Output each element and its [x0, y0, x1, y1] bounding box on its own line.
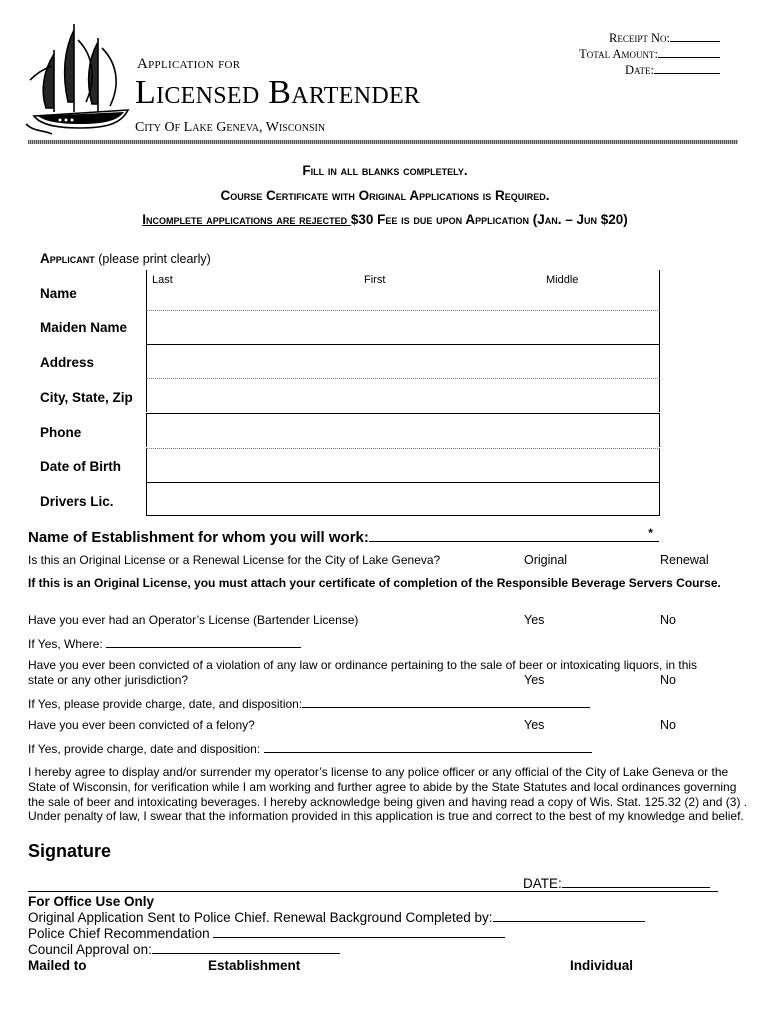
row-label-date-of-birth: Date of Birth	[40, 459, 121, 474]
establishment-label: Name of Establishment for whom you will work:	[28, 529, 369, 546]
name-cell-frame	[146, 270, 660, 310]
maiden-name-input[interactable]	[146, 310, 660, 344]
police-chief-input[interactable]	[213, 926, 505, 938]
violation-details-input[interactable]	[302, 696, 590, 708]
felony-question: Have you ever been convicted of a felony?	[28, 718, 255, 732]
row-label-city-state-zip: City, State, Zip	[40, 390, 133, 405]
header-divider	[28, 140, 738, 144]
date-of-birth-input[interactable]	[146, 448, 660, 482]
notice-fee-amount: $30 Fee is due upon Application (Jan. – Jun $20)	[350, 212, 628, 227]
total-amount-field	[579, 47, 720, 62]
violation-details-label: If Yes, please provide charge, date, and disposition:	[28, 697, 303, 711]
had-license-yes[interactable]: Yes	[524, 613, 545, 627]
if-yes-where-input[interactable]	[106, 636, 301, 648]
violation-yes[interactable]: Yes	[524, 673, 545, 687]
row-label-address: Address	[40, 355, 95, 370]
phone-input[interactable]	[146, 413, 660, 447]
license-type-question: Is this an Original License or a Renewal License for the City of Lake Geneva?	[28, 553, 441, 567]
sailboat-logo-icon	[24, 20, 136, 138]
council-approval-field	[28, 942, 340, 957]
signature-date-input[interactable]	[562, 876, 710, 888]
receipt-no-field	[609, 31, 720, 46]
city-state-zip-input[interactable]	[146, 378, 660, 412]
total-amount-label: Total Amount:	[579, 47, 658, 61]
row-label-maiden-name: Maiden Name	[40, 320, 128, 335]
date-label: Date:	[625, 63, 654, 77]
mailed-establishment-label: Establishment	[208, 958, 301, 973]
agreement-paragraph: I hereby agree to display and/or surrender my operator’s license to any police officer or any official of the City of Lake Geneva or the State of Wisconsin, for verification while I am working and further agree to abide by the State Statutes and local ordinances governing the sale of beer and intoxicating beverages. I hereby acknowledge being given and having read a copy of Wis. Stat. 125.32 (2) and (3) . Under penalty of law, I swear that the information provided in this application is true and correct to the best of my knowledge and belief.	[28, 765, 748, 824]
establishment-asterisk: *	[648, 526, 653, 540]
felony-details-label: If Yes, provide charge, date and disposition:	[28, 742, 261, 756]
notice-fee	[0, 212, 770, 227]
original-license-note: If this is an Original License, you must attach your certificate of completion of the Responsible Beverage Servers Course.	[28, 576, 721, 590]
column-middle: Middle	[546, 274, 579, 286]
applicant-note: (please print clearly)	[98, 252, 211, 266]
felony-yes[interactable]: Yes	[524, 718, 545, 732]
notice-fill-blanks: Fill in all blanks completely.	[302, 163, 468, 178]
had-license-no[interactable]: No	[660, 613, 676, 627]
address-input[interactable]	[146, 344, 660, 378]
date-field	[625, 63, 720, 78]
police-chief-field	[28, 926, 505, 941]
page-title: Licensed Bartender	[135, 74, 421, 111]
felony-details-field	[28, 741, 592, 756]
violation-question-line2: state or any other jurisdiction?	[28, 673, 189, 687]
if-yes-where-field	[28, 636, 301, 651]
row-label-phone: Phone	[40, 425, 82, 440]
row-label-name: Name	[40, 286, 77, 301]
felony-no[interactable]: No	[660, 718, 676, 732]
police-chief-label: Police Chief Recommendation	[28, 926, 210, 941]
column-last: Last	[152, 274, 173, 286]
renewal-background-input[interactable]	[493, 910, 645, 922]
applicant-heading	[40, 251, 211, 266]
application-for-label: Application for	[137, 56, 241, 72]
option-original[interactable]: Original	[524, 553, 568, 567]
had-license-question: Have you ever had an Operator’s License (Bartender License)	[28, 613, 359, 627]
notice-certificate: Course Certificate with Original Applications is Required.	[220, 188, 550, 203]
applicant-label: Applicant	[40, 251, 95, 266]
signature-date-field	[523, 876, 710, 891]
felony-details-input[interactable]	[264, 741, 592, 753]
violation-no[interactable]: No	[660, 673, 676, 687]
establishment-field	[28, 526, 659, 546]
receipt-no-label: Receipt No:	[609, 31, 670, 45]
violation-question-line1: Have you ever been convicted of a violation of any law or ordinance pertaining to the sale of beer or intoxicating liquors, in this	[28, 658, 698, 672]
establishment-input[interactable]	[369, 526, 659, 542]
city-subtitle: City Of Lake Geneva, Wisconsin	[135, 120, 326, 135]
signature-line[interactable]	[28, 891, 718, 892]
renewal-background-field	[28, 910, 645, 925]
mailed-to-label: Mailed to	[28, 958, 87, 973]
column-first: First	[364, 274, 386, 286]
if-yes-where-label: If Yes, Where:	[28, 637, 103, 651]
council-approval-label: Council Approval on:	[28, 942, 152, 957]
council-approval-input[interactable]	[152, 942, 340, 954]
mailed-individual-label: Individual	[570, 958, 634, 973]
row-label-drivers-lic: Drivers Lic.	[40, 494, 114, 509]
signature-date-label: DATE:	[523, 876, 562, 891]
violation-details-field	[28, 696, 590, 711]
renewal-background-label: Original Application Sent to Police Chief. Renewal Background Completed by:	[28, 910, 493, 925]
notice-rejected: Incomplete applications are rejected	[142, 212, 351, 227]
option-renewal[interactable]: Renewal	[660, 553, 709, 567]
signature-label: Signature	[28, 841, 112, 861]
office-use-heading: For Office Use Only	[28, 894, 155, 909]
drivers-license-input[interactable]	[146, 482, 660, 516]
